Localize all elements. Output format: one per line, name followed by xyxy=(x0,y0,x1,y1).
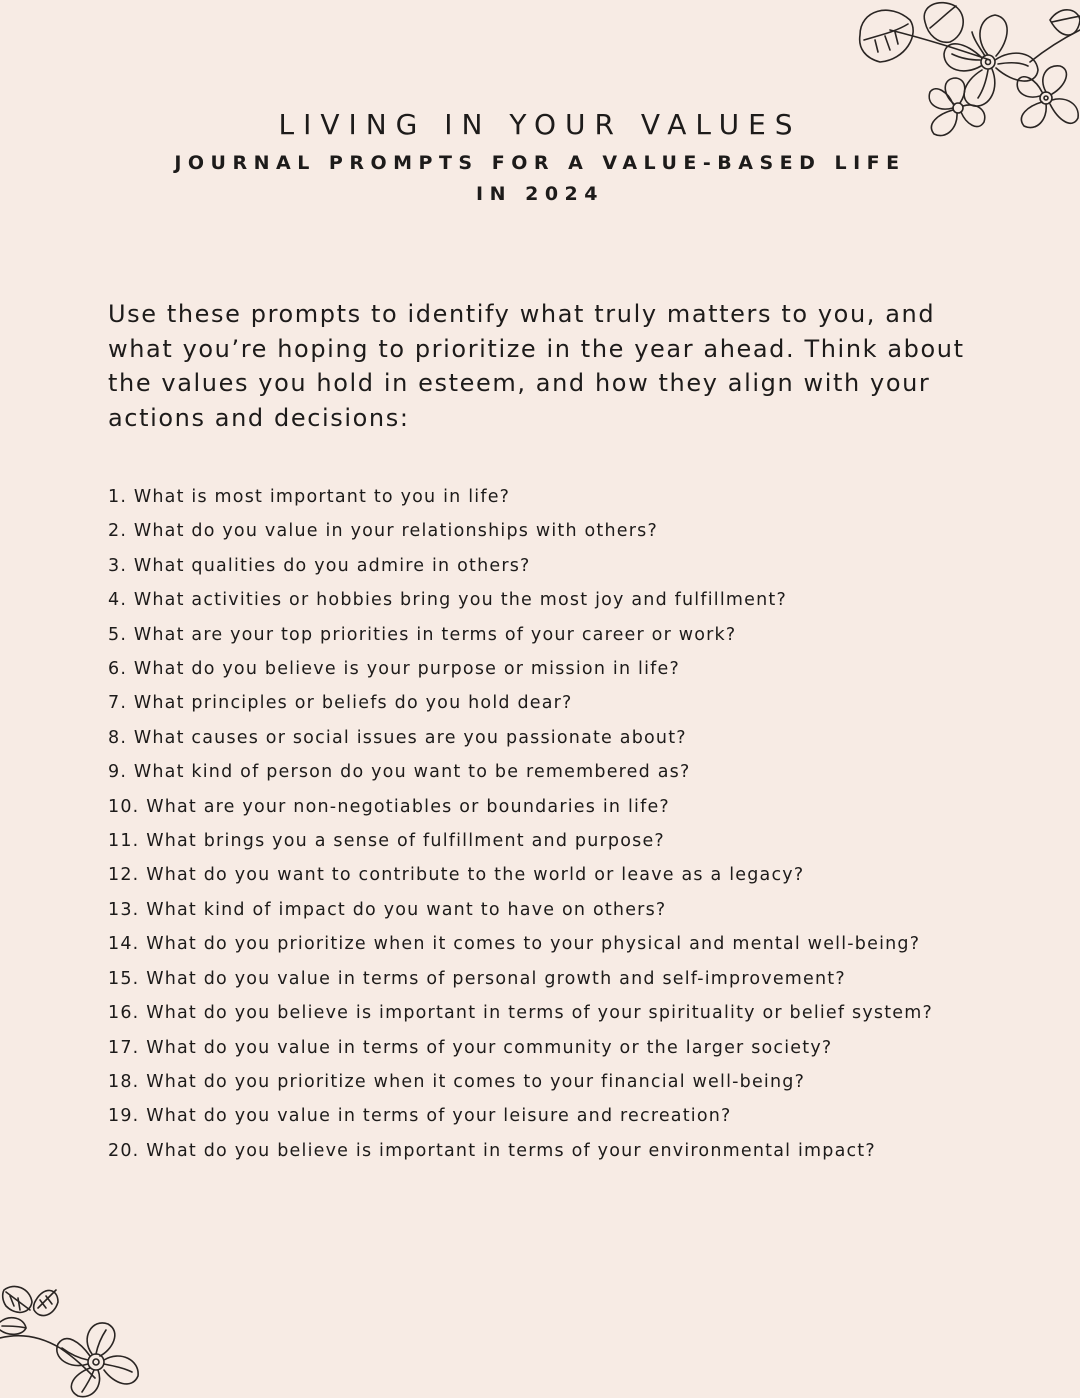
floral-corner-bottom-left-icon xyxy=(0,1278,150,1398)
prompt-item: 11. What brings you a sense of fulfillment and purpose? xyxy=(108,831,665,852)
prompt-item: 14. What do you prioritize when it comes to your physical and mental well-being? xyxy=(108,934,921,955)
prompt-item: 19. What do you value in terms of your leisure and recreation? xyxy=(108,1106,732,1127)
prompt-item: 2. What do you value in your relationships with others? xyxy=(108,521,658,542)
prompt-item: 7. What principles or beliefs do you hold dear? xyxy=(108,693,573,714)
prompt-item: 8. What causes or social issues are you passionate about? xyxy=(108,727,687,748)
prompt-item: 10. What are your non-negotiables or boundaries in life? xyxy=(108,796,670,817)
prompt-item: 20. What do you believe is important in terms of your environmental impact? xyxy=(108,1140,876,1161)
prompt-item: 15. What do you value in terms of personal growth and self-improvement? xyxy=(108,968,846,989)
prompt-list xyxy=(108,480,938,1168)
prompt-item: 5. What are your top priorities in terms of your career or work? xyxy=(108,624,737,645)
prompt-item: 3. What qualities do you admire in others? xyxy=(108,555,531,576)
prompt-item: 9. What kind of person do you want to be remembered as? xyxy=(108,762,691,783)
prompt-item: 13. What kind of impact do you want to have on others? xyxy=(108,899,667,920)
prompt-item: 16. What do you believe is important in terms of your spirituality or belief system? xyxy=(108,1003,933,1024)
prompt-item: 12. What do you want to contribute to the world or leave as a legacy? xyxy=(108,865,805,886)
page-title: LIVING IN YOUR VALUES xyxy=(278,108,802,141)
prompt-item: 4. What activities or hobbies bring you the most joy and fulfillment? xyxy=(108,590,787,611)
intro-paragraph: Use these prompts to identify what truly matters to you, and what you’re hoping to prioritize in the year ahead. Think about the values you hold in esteem, and how they align with your actions and decisions: xyxy=(108,300,965,432)
prompt-item: 1. What is most important to you in life? xyxy=(108,487,511,507)
prompt-item: 18. What do you prioritize when it comes to your financial well-being? xyxy=(108,1071,806,1092)
prompt-item: 6. What do you believe is your purpose or mission in life? xyxy=(108,659,680,680)
prompt-item: 17. What do you value in terms of your community or the larger society? xyxy=(108,1037,833,1058)
page-subtitle: JOURNAL PROMPTS FOR A VALUE-BASED LIFE IN 2024 xyxy=(174,152,906,205)
